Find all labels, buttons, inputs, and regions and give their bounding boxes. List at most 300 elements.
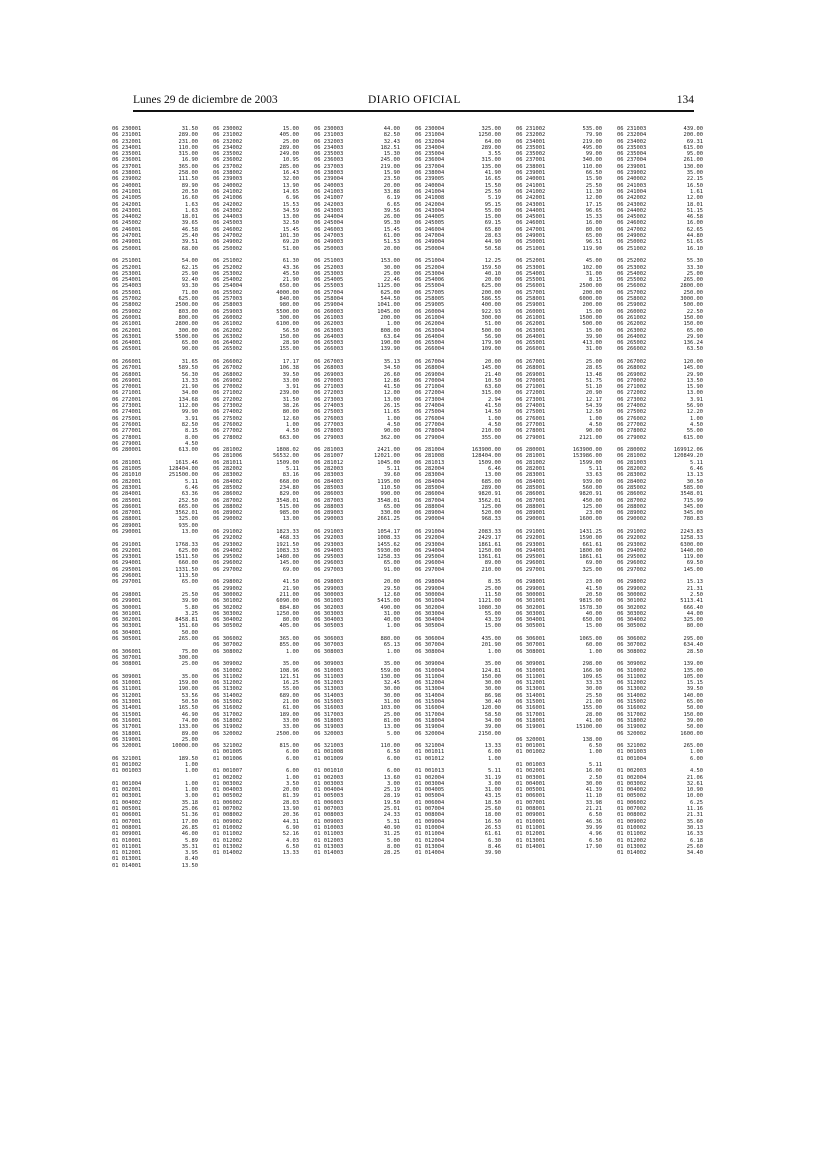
item-code: 06 235003 <box>314 151 344 158</box>
item-price: 6000.00 <box>579 296 602 303</box>
item-price: 4.50 <box>589 421 602 428</box>
item-code: 01 005001 <box>516 787 546 794</box>
item-code: 06 270001 <box>516 377 546 384</box>
item-price: 25.60 <box>484 806 501 813</box>
item-price: 51.36 <box>181 812 198 819</box>
item-price: 25.01 <box>383 806 400 813</box>
item-code: 01 014001 <box>112 862 142 869</box>
item-price: 211.00 <box>279 591 299 598</box>
item-code: 06 286001 <box>516 491 546 498</box>
item-code: 06 244003 <box>213 214 243 221</box>
item-price: 51.65 <box>686 239 703 246</box>
item-code: 06 307001 <box>112 654 142 661</box>
item-price: 2.50 <box>690 591 703 598</box>
item-code: 06 319002 <box>617 724 647 731</box>
item-price: 66.50 <box>585 170 602 177</box>
item-code: 06 307003 <box>314 642 344 649</box>
item-code: 06 251004 <box>415 258 445 265</box>
item-code: 06 265001 <box>112 346 142 353</box>
item-code: 01 006004 <box>415 799 445 806</box>
item-code: 06 253001 <box>112 270 142 277</box>
item-code: 06 316004 <box>415 705 445 712</box>
item-code: 06 315002 <box>617 699 647 706</box>
item-price: 589.50 <box>178 365 198 372</box>
item-code: 06 276002 <box>213 421 243 428</box>
item-price: 6.96 <box>286 195 299 202</box>
item-code: 06 314001 <box>112 705 142 712</box>
item-price: 661.61 <box>582 541 602 548</box>
item-code: 01 001010 <box>314 768 344 775</box>
item-code: 01 002003 <box>617 768 647 775</box>
item-code: 06 319004 <box>415 724 445 731</box>
item-code: 06 302002 <box>617 604 647 611</box>
item-code: 06 278001 <box>516 428 546 435</box>
item-code: 06 306004 <box>415 636 445 643</box>
item-code: 06 308001 <box>516 648 546 655</box>
item-code: 01 007002 <box>617 806 647 813</box>
item-price: 17.90 <box>585 843 602 850</box>
item-price: 25.00 <box>383 270 400 277</box>
item-price: 20.00 <box>383 182 400 189</box>
item-price: 11.10 <box>585 793 602 800</box>
item-price: 585.00 <box>683 484 703 491</box>
item-price: 615.00 <box>683 144 703 151</box>
item-code: 06 294002 <box>213 547 243 554</box>
item-price: 5.11 <box>185 478 198 485</box>
item-price: 1440.00 <box>680 547 703 554</box>
item-code: 06 264002 <box>213 340 243 347</box>
item-code: 01 008001 <box>516 806 546 813</box>
item-price: 155.00 <box>582 705 602 712</box>
item-code: 01 001003 <box>112 768 142 775</box>
item-code: 01 007001 <box>516 799 546 806</box>
item-price: 325.00 <box>683 617 703 624</box>
item-code: 06 281003 <box>617 459 647 466</box>
item-price: 21.40 <box>484 371 501 378</box>
item-code: 06 320002 <box>617 730 647 737</box>
item-code: 06 266002 <box>213 358 243 365</box>
item-code: 06 309001 <box>112 673 142 680</box>
table-row <box>617 850 703 856</box>
item-price: 650.00 <box>582 617 602 624</box>
item-code: 06 270002 <box>213 384 243 391</box>
item-price: 1509.00 <box>276 459 299 466</box>
item-code: 06 276001 <box>516 415 546 422</box>
item-code: 06 317003 <box>314 711 344 718</box>
item-code: 01 002002 <box>213 774 243 781</box>
item-code: 06 259004 <box>314 302 344 309</box>
item-code: 06 254006 <box>415 277 445 284</box>
item-code: 06 295004 <box>415 554 445 561</box>
item-price: 12.60 <box>282 415 299 422</box>
item-price: 13.48 <box>585 371 602 378</box>
item-price: 12.20 <box>686 409 703 416</box>
item-code: 01 005002 <box>213 793 243 800</box>
item-price: 61.61 <box>484 831 501 838</box>
item-price: 35.00 <box>383 661 400 668</box>
item-price: 30.00 <box>383 686 400 693</box>
item-price: 119.90 <box>582 245 602 252</box>
item-price: 15100.00 <box>576 724 602 731</box>
item-price: 139.00 <box>683 661 703 668</box>
item-code: 06 274002 <box>617 403 647 410</box>
item-price: 1361.61 <box>478 554 501 561</box>
item-code: 01 011003 <box>314 831 344 838</box>
header-rule <box>133 110 694 112</box>
item-code: 06 276002 <box>617 415 647 422</box>
item-price: 1080.30 <box>478 604 501 611</box>
item-price: 93.30 <box>181 283 198 290</box>
item-code: 06 320002 <box>213 730 243 737</box>
item-price: 17.00 <box>181 818 198 825</box>
item-price: 51.53 <box>383 239 400 246</box>
item-code: 06 290003 <box>314 516 344 523</box>
table-row <box>213 850 299 856</box>
item-price: 6.50 <box>286 843 299 850</box>
item-code: 06 271002 <box>213 390 243 397</box>
item-code: 06 300001 <box>516 591 546 598</box>
item-price: 33.63 <box>585 472 602 479</box>
item-price: 1065.00 <box>579 636 602 643</box>
item-price: 11.65 <box>383 409 400 416</box>
item-price: 145.00 <box>279 560 299 567</box>
item-code: 06 299002 <box>213 585 243 592</box>
item-code: 06 273001 <box>112 403 142 410</box>
item-price: 150.00 <box>481 673 501 680</box>
item-code: 01 011004 <box>415 831 445 838</box>
item-price: 25.00 <box>686 270 703 277</box>
item-code: 06 261002 <box>617 314 647 321</box>
item-code: 06 237003 <box>314 163 344 170</box>
item-code: 06 286003 <box>314 491 344 498</box>
item-code: 06 288003 <box>314 503 344 510</box>
item-code: 01 001006 <box>213 755 243 762</box>
item-price: 55.00 <box>484 207 501 214</box>
item-code: 06 241002 <box>516 188 546 195</box>
item-price: 200.00 <box>683 132 703 139</box>
item-price: 190.00 <box>380 340 400 347</box>
item-code: 06 284001 <box>112 491 142 498</box>
item-code: 06 288002 <box>617 503 647 510</box>
item-code: 06 262001 <box>112 327 142 334</box>
item-code: 06 241004 <box>415 188 445 195</box>
item-price: 650.00 <box>279 283 299 290</box>
item-code: 06 247002 <box>213 233 243 240</box>
item-code: 06 273001 <box>516 396 546 403</box>
item-code: 06 241006 <box>213 195 243 202</box>
item-code: 06 316002 <box>617 705 647 712</box>
item-price: 9815.00 <box>579 598 602 605</box>
item-price: 6.19 <box>387 195 400 202</box>
item-price: 15.00 <box>585 623 602 630</box>
item-code: 06 240001 <box>112 182 142 189</box>
item-price: 39.90 <box>181 598 198 605</box>
item-code: 01 007004 <box>415 806 445 813</box>
item-code: 06 262003 <box>314 321 344 328</box>
item-price: 3562.01 <box>175 510 198 517</box>
item-code: 01 001005 <box>213 749 243 756</box>
item-code: 06 256002 <box>617 283 647 290</box>
item-price: 166.90 <box>582 667 602 674</box>
item-price: 150.00 <box>683 314 703 321</box>
item-price: 182.51 <box>380 144 400 151</box>
item-price: 1.00 <box>387 321 400 328</box>
item-code: 06 264004 <box>415 333 445 340</box>
item-code: 06 242001 <box>112 201 142 208</box>
item-code: 06 296001 <box>516 560 546 567</box>
item-code: 06 307002 <box>617 642 647 649</box>
item-code: 01 008004 <box>415 812 445 819</box>
item-price: 5500.00 <box>175 333 198 340</box>
item-code: 06 232002 <box>213 138 243 145</box>
item-code: 06 321002 <box>617 743 647 750</box>
item-code: 06 269002 <box>617 371 647 378</box>
item-code: 06 262004 <box>415 321 445 328</box>
item-code: 06 240001 <box>516 176 546 183</box>
item-price: 20.36 <box>282 812 299 819</box>
item-code: 06 262002 <box>213 327 243 334</box>
header-page-number: 134 <box>676 94 694 106</box>
item-price: 808.00 <box>380 327 400 334</box>
item-price: 63.60 <box>484 384 501 391</box>
item-price: 625.00 <box>380 289 400 296</box>
item-price: 13.00 <box>282 516 299 523</box>
item-price: 3.91 <box>286 384 299 391</box>
item-price: 80.00 <box>282 617 299 624</box>
item-code: 06 271002 <box>617 384 647 391</box>
item-code: 06 287001 <box>516 497 546 504</box>
item-price: 40.00 <box>383 617 400 624</box>
item-code: 01 001008 <box>314 749 344 756</box>
item-code: 06 312002 <box>617 680 647 687</box>
item-price: 12.17 <box>585 396 602 403</box>
item-code: 06 259001 <box>516 302 546 309</box>
item-price: 60.00 <box>585 642 602 649</box>
item-price: 2661.25 <box>377 516 400 523</box>
item-price: 16.50 <box>686 182 703 189</box>
item-price: 108.96 <box>279 667 299 674</box>
item-price: 79.90 <box>585 132 602 139</box>
price-table <box>112 126 704 1026</box>
item-price: 665.00 <box>178 503 198 510</box>
item-price: 54.00 <box>181 258 198 265</box>
item-code: 06 302003 <box>314 604 344 611</box>
item-price: 16.50 <box>484 818 501 825</box>
item-price: 300.00 <box>178 654 198 661</box>
item-price: 39.90 <box>484 850 501 857</box>
item-price: 65.00 <box>181 340 198 347</box>
item-price: 495.00 <box>582 144 602 151</box>
item-code: 06 244004 <box>314 214 344 221</box>
item-code: 06 313003 <box>314 686 344 693</box>
item-price: 39.00 <box>686 717 703 724</box>
item-price: 28.03 <box>282 799 299 806</box>
item-code: 06 311003 <box>314 673 344 680</box>
page-header <box>133 94 694 110</box>
item-code: 01 001001 <box>516 743 546 750</box>
item-code: 01 013004 <box>415 843 445 850</box>
item-price: 35.00 <box>484 661 501 668</box>
item-price: 1500.00 <box>579 314 602 321</box>
item-code: 06 280001 <box>112 447 142 454</box>
item-price: 18.01 <box>181 214 198 221</box>
item-price: 1.00 <box>185 761 198 768</box>
item-code: 01 007002 <box>213 806 243 813</box>
item-code: 06 295001 <box>516 554 546 561</box>
item-code: 06 249001 <box>516 233 546 240</box>
item-code: 06 230002 <box>213 126 243 132</box>
item-price: 625.00 <box>481 283 501 290</box>
item-code: 06 278004 <box>415 428 445 435</box>
item-code: 06 254003 <box>112 283 142 290</box>
item-price: 340.00 <box>582 157 602 164</box>
item-code: 06 290004 <box>415 516 445 523</box>
item-price: 40.00 <box>585 610 602 617</box>
item-price: 31.25 <box>383 831 400 838</box>
item-price: 128404.00 <box>471 453 501 460</box>
item-code: 06 275001 <box>516 409 546 416</box>
item-price: 1921.50 <box>276 541 299 548</box>
item-price: 34.00 <box>484 717 501 724</box>
item-price: 44.80 <box>686 233 703 240</box>
item-price: 325.00 <box>481 126 501 132</box>
item-price: 922.93 <box>481 308 501 315</box>
item-price: 119.00 <box>683 554 703 561</box>
item-price: 300.00 <box>178 327 198 334</box>
item-price: 30.00 <box>383 264 400 271</box>
item-code: 06 257002 <box>617 289 647 296</box>
item-price: 39.65 <box>181 220 198 227</box>
item-code: 01 002001 <box>516 768 546 775</box>
item-price: 41.50 <box>484 403 501 410</box>
item-price: 6.50 <box>387 749 400 756</box>
item-code: 06 320001 <box>112 743 142 750</box>
item-code: 06 282002 <box>617 466 647 473</box>
item-code: 06 277003 <box>314 421 344 428</box>
item-price: 95.15 <box>484 201 501 208</box>
item-code: 06 271001 <box>516 384 546 391</box>
item-price: 13.50 <box>686 377 703 384</box>
item-code: 06 241001 <box>516 182 546 189</box>
table-column <box>213 126 299 1026</box>
item-code: 06 281006 <box>213 453 243 460</box>
item-code: 06 266002 <box>617 346 647 353</box>
item-price: 25.00 <box>181 661 198 668</box>
item-price: 69.31 <box>686 138 703 145</box>
item-price: 31.50 <box>282 396 299 403</box>
item-code: 06 246001 <box>516 220 546 227</box>
item-price: 5.11 <box>690 459 703 466</box>
item-price: 1258.33 <box>680 535 703 542</box>
item-price: 258.00 <box>178 170 198 177</box>
item-price: 25.00 <box>383 711 400 718</box>
item-code: 01 006001 <box>516 793 546 800</box>
item-price: 405.00 <box>279 623 299 630</box>
item-price: 634.40 <box>683 642 703 649</box>
item-price: 968.33 <box>481 516 501 523</box>
item-price: 2500.00 <box>276 730 299 737</box>
item-price: 298.00 <box>582 661 602 668</box>
item-code: 01 001013 <box>415 768 445 775</box>
item-code: 06 239002 <box>617 170 647 177</box>
item-code: 06 260002 <box>617 308 647 315</box>
item-code: 01 009001 <box>112 831 142 838</box>
item-code: 06 272004 <box>415 390 445 397</box>
item-price: 120.00 <box>481 705 501 712</box>
item-code: 06 246002 <box>617 220 647 227</box>
item-code: 06 285001 <box>516 484 546 491</box>
item-code: 06 250004 <box>415 245 445 252</box>
item-price: 8.00 <box>185 434 198 441</box>
item-price: 155.00 <box>279 346 299 353</box>
item-code: 01 003001 <box>112 793 142 800</box>
item-price: 265.00 <box>683 277 703 284</box>
item-code: 06 235003 <box>617 144 647 151</box>
item-price: 16.00 <box>585 220 602 227</box>
item-price: 8.00 <box>387 843 400 850</box>
item-code: 06 304003 <box>314 617 344 624</box>
item-price: 45.50 <box>282 270 299 277</box>
item-code: 06 295002 <box>213 554 243 561</box>
item-price: 1.63 <box>185 201 198 208</box>
item-code: 01 001009 <box>314 755 344 762</box>
item-code: 06 296002 <box>213 560 243 567</box>
item-code: 06 257004 <box>314 289 344 296</box>
item-code: 06 312002 <box>213 680 243 687</box>
item-code: 06 288004 <box>415 503 445 510</box>
item-price: 1861.61 <box>478 541 501 548</box>
item-price: 1250.00 <box>478 547 501 554</box>
item-code: 06 276001 <box>112 421 142 428</box>
item-price: 30.13 <box>686 824 703 831</box>
item-code: 06 311004 <box>415 673 445 680</box>
item-price: 63.50 <box>686 346 703 353</box>
item-code: 06 297001 <box>516 566 546 573</box>
item-code: 06 242002 <box>213 201 243 208</box>
item-price: 99.00 <box>585 151 602 158</box>
item-price: 2421.00 <box>377 447 400 454</box>
item-price: 12021.00 <box>374 453 400 460</box>
item-code: 06 279001 <box>112 440 142 447</box>
item-code: 06 264003 <box>314 333 344 340</box>
item-price: 75.00 <box>181 648 198 655</box>
item-code: 06 289001 <box>516 510 546 517</box>
item-price: 110.00 <box>582 163 602 170</box>
item-price: 1800.00 <box>579 547 602 554</box>
item-price: 1.00 <box>488 648 501 655</box>
item-price: 33.88 <box>383 188 400 195</box>
item-price: 189.00 <box>279 711 299 718</box>
item-code: 06 252002 <box>617 258 647 265</box>
item-price: 4.50 <box>286 428 299 435</box>
item-code: 06 278002 <box>213 434 243 441</box>
item-code: 06 292002 <box>213 535 243 542</box>
item-price: 5.11 <box>286 466 299 473</box>
item-code: 06 272003 <box>314 390 344 397</box>
item-price: 939.00 <box>582 478 602 485</box>
item-price: 130.00 <box>683 163 703 170</box>
item-price: 245.00 <box>380 157 400 164</box>
item-code: 06 287003 <box>314 497 344 504</box>
item-price: 5.80 <box>185 604 198 611</box>
item-code: 01 005004 <box>415 793 445 800</box>
item-price: 30.00 <box>585 686 602 693</box>
item-code: 06 312001 <box>516 680 546 687</box>
item-code: 06 237001 <box>112 163 142 170</box>
item-price: 13.90 <box>282 806 299 813</box>
item-code: 06 280002 <box>617 447 647 454</box>
item-code: 06 294004 <box>415 547 445 554</box>
